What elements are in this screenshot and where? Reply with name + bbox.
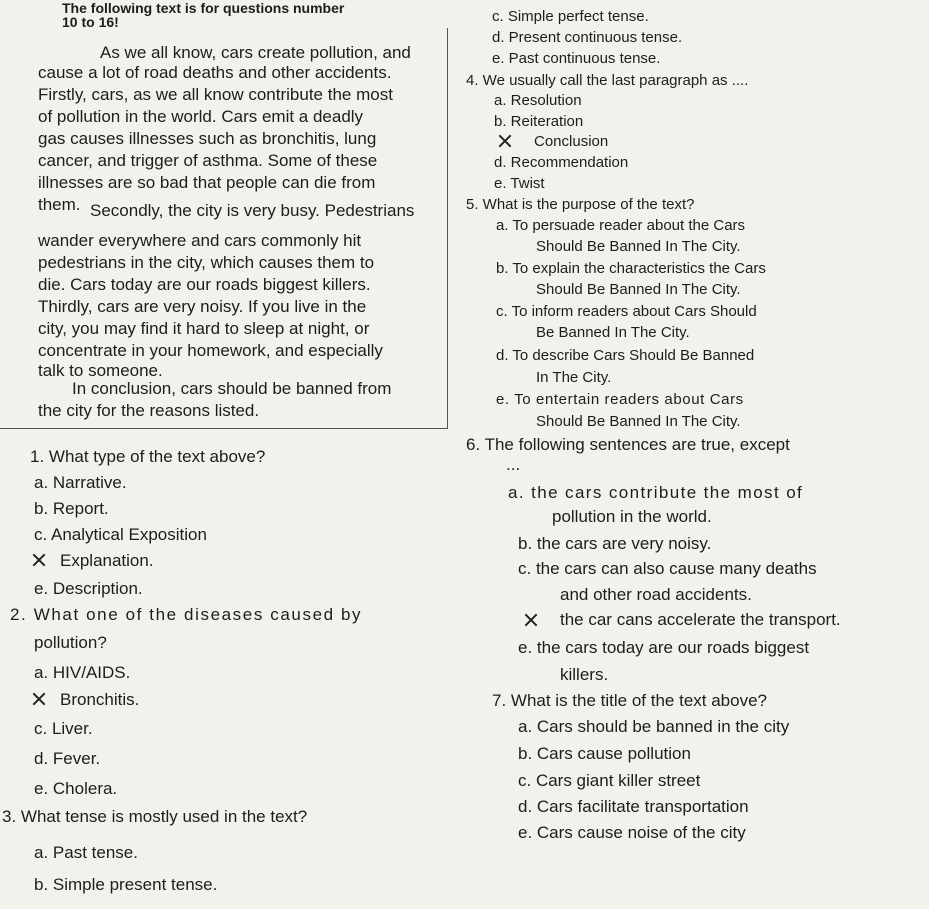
passage-line: cause a lot of road deaths and other accidents.	[38, 63, 392, 82]
option: c. Analytical Exposition	[34, 525, 207, 544]
passage-line: die. Cars today are our roads biggest killers.	[38, 275, 371, 294]
passage-line: Thirdly, cars are very noisy. If you live in the	[38, 297, 367, 316]
option-cont: pollution in the world.	[552, 507, 712, 526]
question-2-cont: pollution?	[34, 633, 107, 652]
option: Explanation.	[60, 551, 154, 570]
option: c. Cars giant killer street	[518, 771, 701, 790]
passage-line: them.	[38, 195, 81, 214]
question-4: 4. We usually call the last paragraph as ....	[466, 72, 749, 89]
instruction-line-2: 10 to 16!	[62, 14, 119, 30]
option: d. Fever.	[34, 749, 101, 768]
passage-line: the city for the reasons listed.	[38, 401, 260, 420]
option: e. Description.	[34, 579, 143, 598]
option: b. Simple present tense.	[34, 875, 218, 894]
option: b. Reiteration	[494, 113, 584, 130]
option-cont: Should Be Banned In The City.	[536, 281, 741, 298]
question-3: 3. What tense is mostly used in the text?	[2, 807, 308, 826]
option: a. Narrative.	[34, 473, 127, 492]
option: c. the cars can also cause many deaths	[518, 559, 817, 578]
option: b. the cars are very noisy.	[518, 534, 712, 553]
option: e. the cars today are our roads biggest	[518, 638, 810, 657]
question-2: 2. What one of the diseases caused by	[10, 605, 363, 624]
option: c. Simple perfect tense.	[492, 8, 649, 25]
passage-line: city, you may find it hard to sleep at night, or	[38, 319, 370, 338]
passage-line: pedestrians in the city, which causes them to	[38, 253, 375, 272]
passage-line: talk to someone.	[38, 361, 163, 380]
option-cont: Should Be Banned In The City.	[536, 413, 741, 430]
option: a. the cars contribute the most of	[508, 483, 804, 502]
option-cont: Should Be Banned In The City.	[536, 238, 741, 255]
option: d. To describe Cars Should Be Banned	[496, 347, 755, 364]
option: b. To explain the characteristics the Cars	[496, 260, 766, 277]
answer-mark-icon	[30, 691, 48, 705]
question-7: 7. What is the title of the text above?	[492, 691, 767, 710]
passage-line: of pollution in the world. Cars emit a deadly	[38, 107, 364, 126]
answer-mark-icon	[30, 552, 48, 566]
option: d. Cars facilitate transportation	[518, 797, 749, 816]
answer-mark-icon	[496, 133, 514, 147]
option: e. Twist	[494, 175, 545, 192]
question-6-cont: ...	[506, 455, 521, 474]
option: c. To inform readers about Cars Should	[496, 303, 757, 320]
passage-line: cancer, and trigger of asthma. Some of these	[38, 151, 378, 170]
option: c. Liver.	[34, 719, 93, 738]
option: the car cans accelerate the transport.	[560, 610, 841, 629]
option-cont: and other road accidents.	[560, 585, 752, 604]
question-6: 6. The following sentences are true, except	[466, 435, 790, 454]
option: b. Report.	[34, 499, 109, 518]
passage-line: wander everywhere and cars commonly hit	[38, 231, 362, 250]
option: a. HIV/AIDS.	[34, 663, 131, 682]
option: d. Present continuous tense.	[492, 29, 683, 46]
passage-line: gas causes illnesses such as bronchitis, lung	[38, 129, 377, 148]
reading-passage	[0, 28, 448, 429]
option: a. Cars should be banned in the city	[518, 717, 790, 736]
option: Conclusion	[534, 133, 609, 150]
question-1: 1. What type of the text above?	[30, 447, 266, 466]
option: e. Cars cause noise of the city	[518, 823, 746, 842]
option-cont: Be Banned In The City.	[536, 324, 690, 341]
question-5: 5. What is the purpose of the text?	[466, 196, 695, 213]
option: Bronchitis.	[60, 690, 140, 709]
option: a. Resolution	[494, 92, 582, 109]
instruction-line-1: The following text is for questions number	[62, 0, 345, 16]
option: e. To entertain readers about Cars	[496, 391, 744, 408]
option: a. Past tense.	[34, 843, 138, 862]
passage-line: As we all know, cars create pollution, and	[100, 43, 411, 62]
passage-line: In conclusion, cars should be banned from	[72, 379, 392, 398]
passage-line: concentrate in your homework, and especially	[38, 341, 383, 360]
answer-mark-icon	[522, 612, 540, 626]
option-cont: killers.	[560, 665, 609, 684]
passage-line: Firstly, cars, as we all know contribute the most	[38, 85, 393, 104]
option: a. To persuade reader about the Cars	[496, 217, 746, 234]
option: e. Cholera.	[34, 779, 118, 798]
option: e. Past continuous tense.	[492, 50, 661, 67]
passage-line: Secondly, the city is very busy. Pedestrians	[90, 201, 415, 220]
option: b. Cars cause pollution	[518, 744, 691, 763]
option: d. Recommendation	[494, 154, 629, 171]
option-cont: In The City.	[536, 369, 612, 386]
passage-line: illnesses are so bad that people can die from	[38, 173, 376, 192]
